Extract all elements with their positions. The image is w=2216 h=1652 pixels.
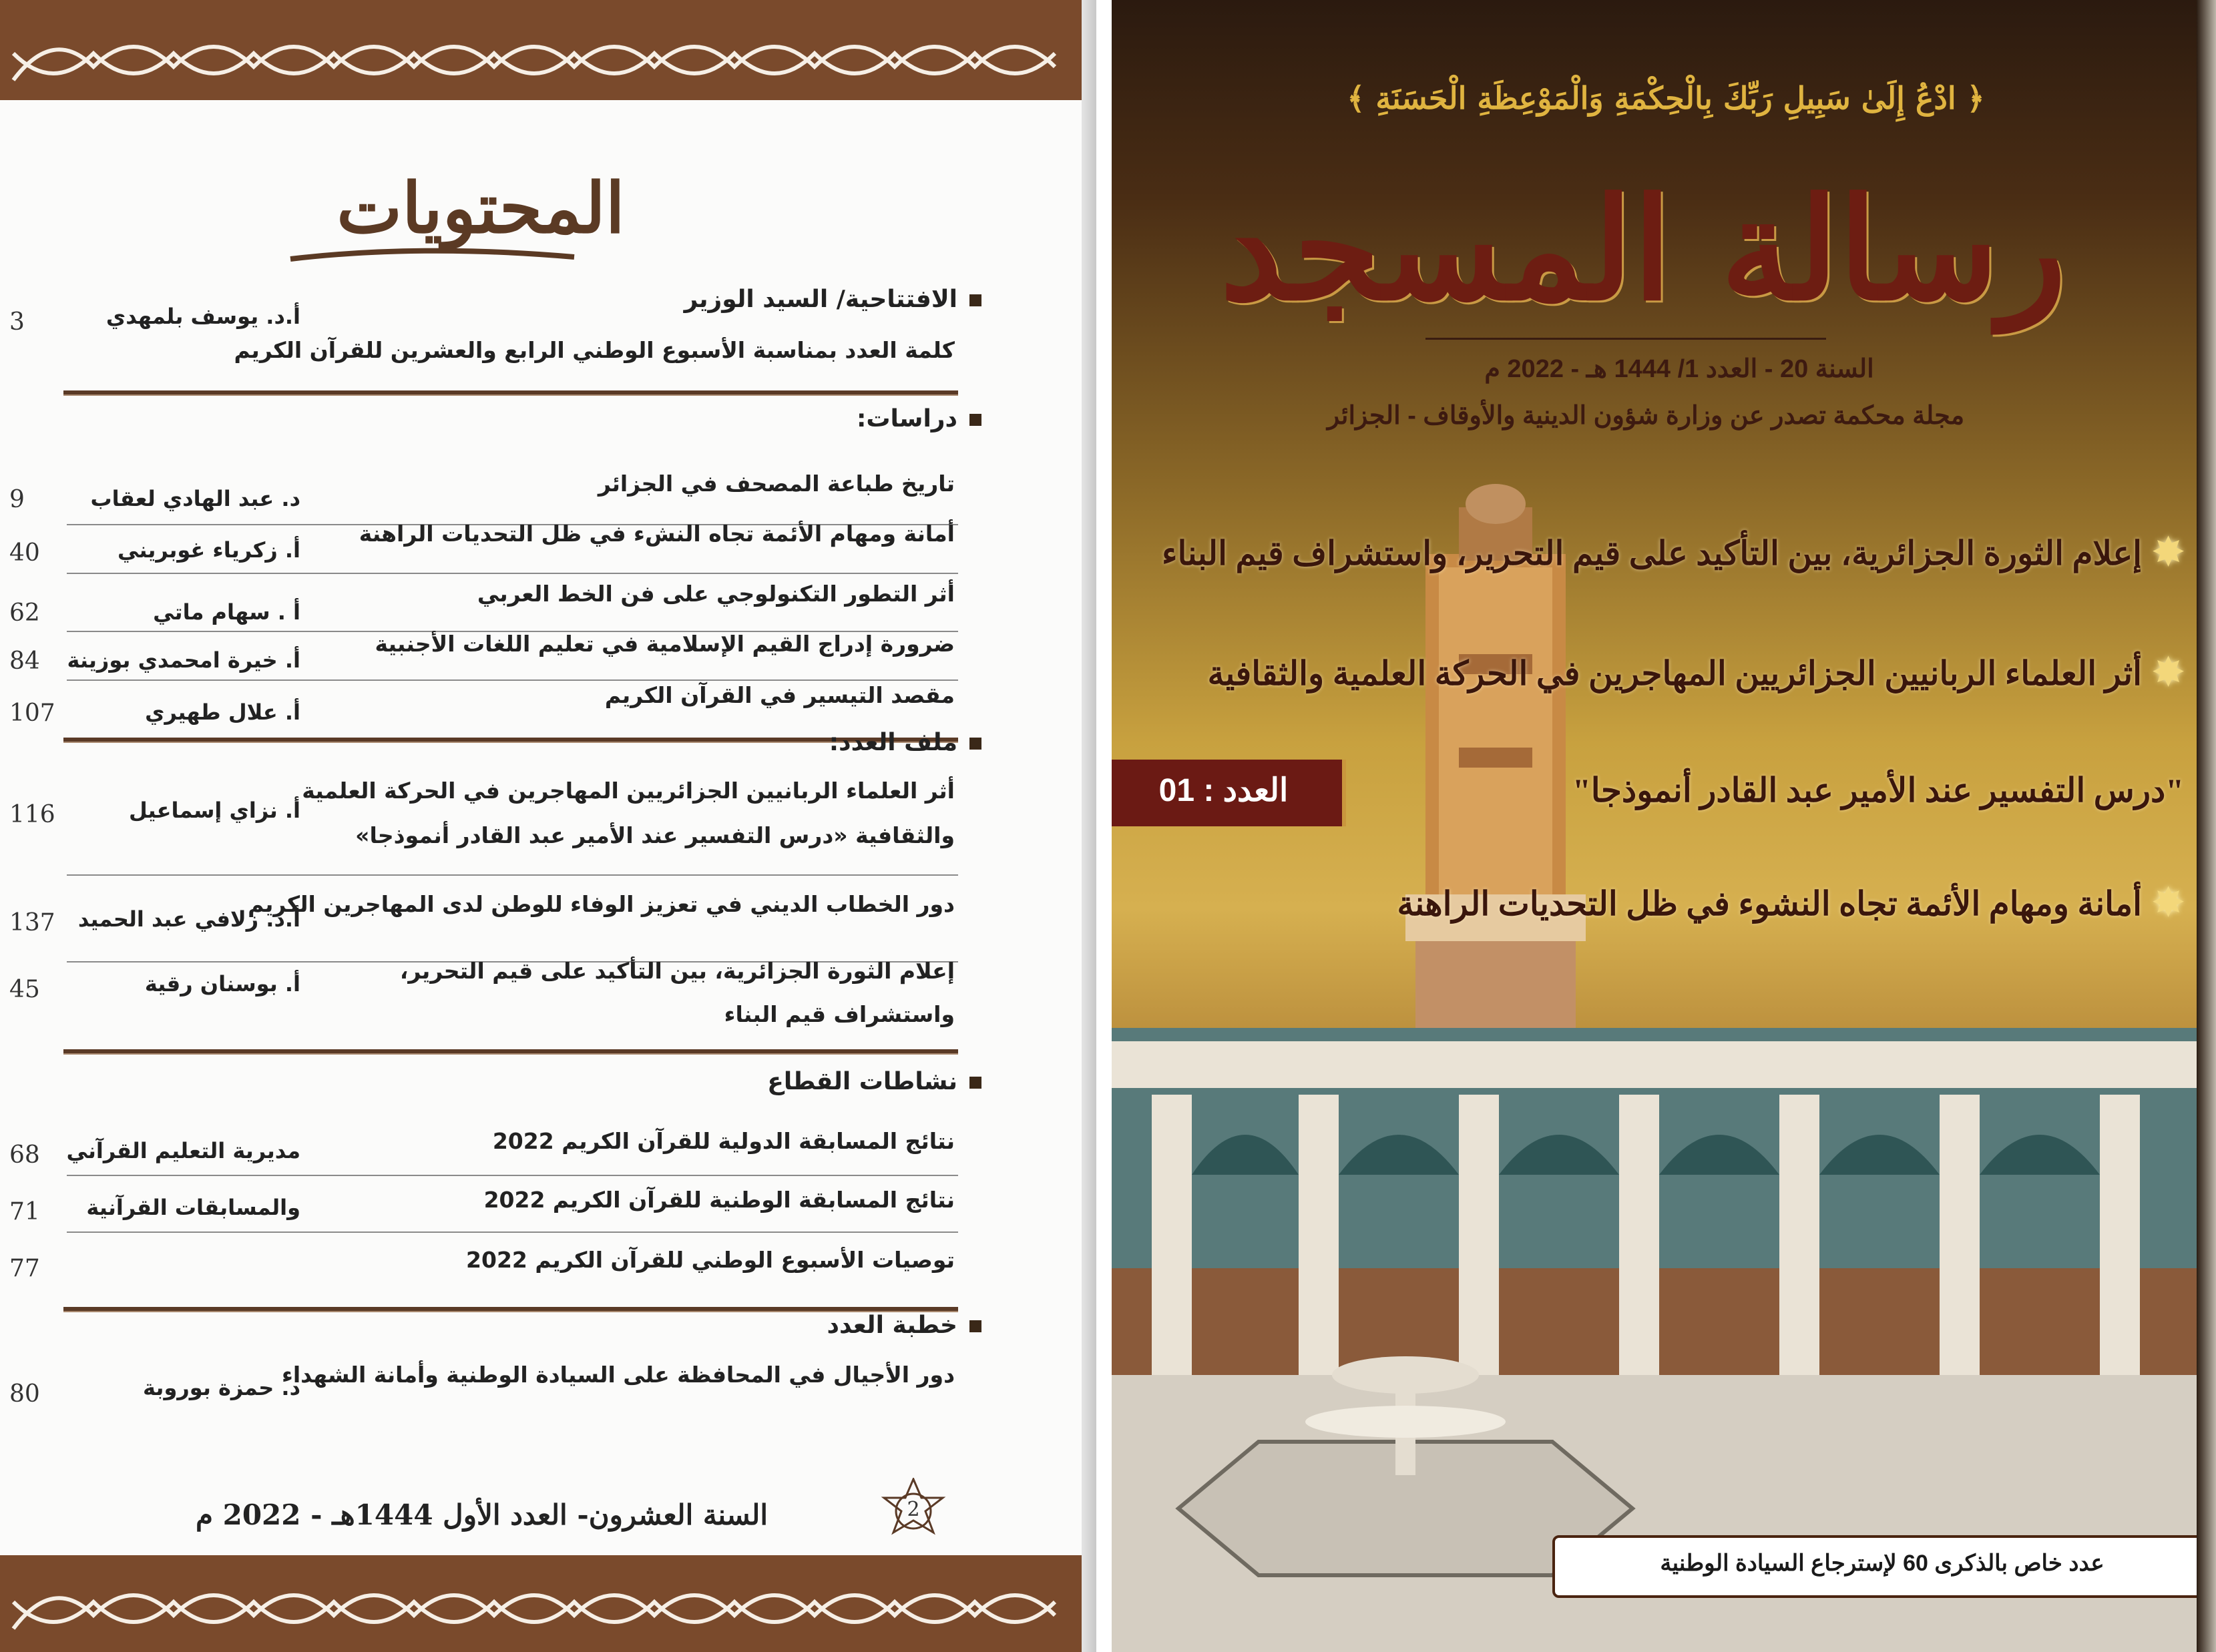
toc-entry-author: د. عبد الهادي لعقاب [90,486,300,511]
bullet-icon [969,738,981,750]
toc-entry-author: أ. نزاي إسماعيل [128,798,300,823]
star-icon: ✸ [2153,652,2184,694]
arabesque-ornament [0,0,1095,100]
title-underline [1425,338,1826,340]
toc-entry-author: أ. خيرة امحمدي بوزينة [67,647,300,673]
toc-entry-page: 40 [9,539,40,567]
toc-entry-page: 71 [9,1198,40,1225]
entry-author: أ.د. يوسف بلمهدي [105,304,300,329]
special-edition-box [1552,1535,2212,1598]
section-divider [63,1307,958,1312]
toc-entry-title: إعلام الثورة الجزائرية، بين التأكيد على قيم التحرير، [399,958,955,984]
bullet-icon [969,414,981,426]
toc-entry-title: ضرورة إدراج القيم الإسلامية في تعليم اللغات الأجنبية [375,631,955,657]
star-icon: ✸ [2153,532,2184,573]
entry-subtitle: كلمة العدد بمناسبة الأسبوع الوطني الرابع والعشرين للقرآن الكريم [234,337,955,363]
magazine-cover [1112,0,2216,1652]
bottom-ornament-band [0,1555,1095,1652]
toc-entry-title-continued: والثقافية «درس التفسير عند الأمير عبد القادر أنموذجا» [355,822,955,848]
toc-entry-title: أثر العلماء الربانيين الجزائريين المهاجرين في الحركة العلمية [302,778,955,804]
cover-headline: ✸أمانة ومهام الأئمة تجاه النشوء في ظل التحديات الراهنة [1397,882,2184,924]
top-ornament-band [0,0,1095,100]
activities-author: والمسابقات القرآنية [86,1195,300,1220]
toc-entry-title: نتائج المسابقة الدولية للقرآن الكريم 2022 [492,1128,955,1154]
toc-entry-title: مقصد التيسير في القرآن الكريم [604,682,955,708]
star-icon: ✸ [2153,882,2184,924]
section-heading-studies: دراسات: [857,405,981,433]
toc-entry-author: أ. علال طهيري [145,700,300,725]
entry-divider [67,679,958,681]
toc-entry-title: أثر التطور التكنولوجي على فن الخط العربي [477,581,955,607]
toc-entry-title: توصيات الأسبوع الوطني للقرآن الكريم 2022 [466,1247,955,1273]
cover-headline-continued: "درس التفسير عند الأمير عبد القادر أنموذجا" [1572,772,2184,809]
toc-entry-page: 107 [9,700,55,727]
minaret-icon [1405,484,1586,1101]
quran-verse: ﴿ ادْعُ إِلَىٰ سَبِيلِ رَبِّكَ بِالْحِكْمَةِ وَالْمَوْعِظَةِ الْحَسَنَةِ ﴾ [1347,80,1985,116]
issue-footer: السنة العشرون- العدد الأول 1444هـ - 2022 م [195,1498,768,1531]
issue-info: السنة 20 - العدد 1/ 1444 هـ - 2022 م [1484,355,1874,383]
magazine-title: رسالة المسجد [1220,167,2066,332]
toc-entry-title: دور الخطاب الديني في تعزيز الوفاء للوطن لدى المهاجرين الكريم [248,891,955,917]
entry-divider [67,573,958,574]
section-heading-dossier: ملف العدد: [829,729,981,756]
activities-author: مديرية التعليم القرآني [66,1138,300,1163]
entry-divider [67,874,958,876]
title-swash [287,240,581,267]
entry-page-number: 3 [9,308,25,336]
section-heading-sermon: خطبة العدد [827,1312,981,1339]
toc-entry-title: دور الأجيال في المحافظة على السيادة الوطنية وأمانة الشهداء [281,1362,955,1388]
toc-entry-page: 62 [9,599,40,627]
toc-entry-title: نتائج المسابقة الوطنية للقرآن الكريم 2022 [483,1187,955,1213]
cover-headline: ✸أثر العلماء الربانيين الجزائريين المهاجرين في الحركة العلمية والثقافية [1207,652,2184,694]
cover-edge [2197,0,2216,1652]
toc-entry-page: 116 [9,801,55,828]
entry-divider [67,1175,958,1176]
toc-entry-author: أ.د. زلافي عبد الحميد [77,906,300,932]
table-of-contents-page [0,0,1095,1652]
entry-divider [67,1231,958,1233]
toc-entry-page: 84 [9,647,40,675]
bullet-icon [969,1077,981,1089]
section-divider [63,390,958,396]
page-number: 2 [907,1498,920,1521]
issue-number: العدد : 01 [1158,773,1289,808]
section-heading-activities: نشاطات القطاع [767,1068,981,1095]
toc-entry-author: أ. بوسنان رقية [144,971,300,997]
toc-entry-page: 80 [9,1380,40,1408]
toc-entry-title: أمانة ومهام الأئمة تجاه النشء في ظل التحديات الراهنة [359,521,955,547]
special-edition-text: عدد خاص بالذكرى 60 لإسترجاع السيادة الوطنية [1660,1551,2104,1576]
toc-entry-title-continued: واستشراف قيم البناء [724,1001,955,1027]
toc-entry-page: 137 [9,909,55,936]
toc-entry-author: أ . سهام ماتي [153,599,300,625]
page-number-badge [880,1478,947,1545]
publisher-info: مجلة محكمة تصدر عن وزارة شؤون الدينية والأوقاف - الجزائر [1327,402,1965,430]
issue-number-badge [1112,760,1346,826]
bullet-icon [969,294,981,306]
toc-title: المحتويات [337,167,625,249]
toc-entry-page: 68 [9,1141,40,1169]
toc-entry-page: 77 [9,1255,40,1282]
section-heading-editorial: الافتتاحية/ السيد الوزير [684,286,981,313]
section-divider [63,1049,958,1055]
page-spine [1082,0,1096,1652]
toc-entry-author: أ. زكرياء غوبريني [117,537,300,563]
toc-entry-page: 45 [9,976,40,1003]
toc-entry-title: تاريخ طباعة المصحف في الجزائر [598,471,955,497]
toc-entry-author: د. حمزة بوروبة [143,1375,300,1400]
bullet-icon [969,1320,981,1332]
section-divider [63,738,958,743]
arabesque-ornament [0,1555,1095,1652]
cover-headline: ✸إعلام الثورة الجزائرية، بين التأكيد على قيم التحرير، واستشراف قيم البناء [1161,532,2184,573]
toc-entry-page: 9 [9,486,25,513]
